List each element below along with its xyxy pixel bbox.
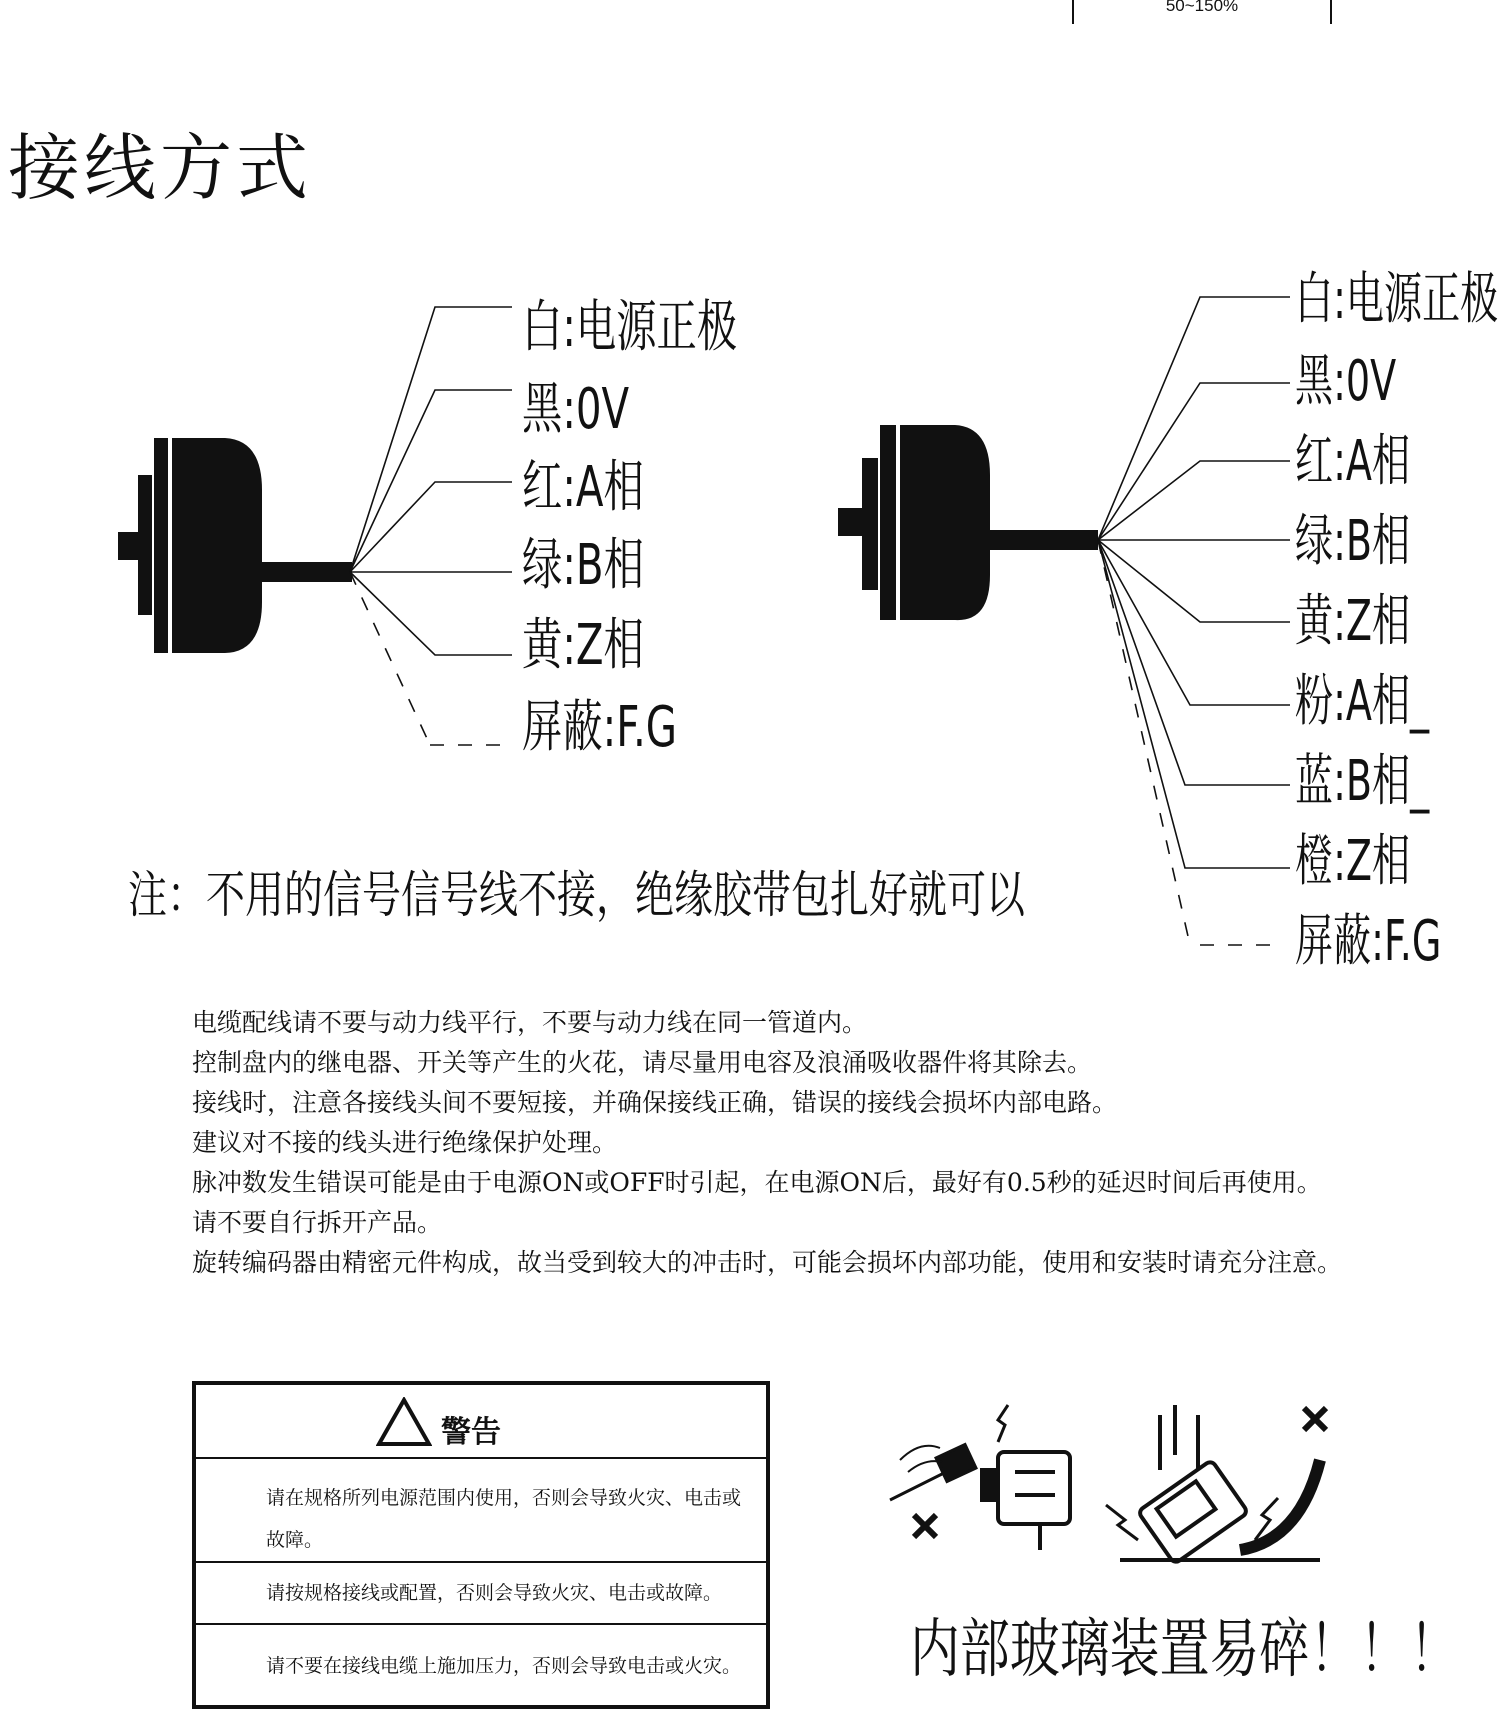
wire-label-shield: 屏蔽:F.G <box>1295 909 1442 974</box>
wire-label-yellow: 黄:Z相 <box>522 613 644 678</box>
wire-label-black: 黑:0V <box>1295 349 1397 414</box>
wire-label-green: 绿:B相 <box>522 533 644 598</box>
wire-label-shield: 屏蔽:F.G <box>522 695 678 760</box>
fragile-warning: 内部玻璃装置易碎！！！ <box>910 1613 1460 1687</box>
wire-label-white: 白:电源正极 <box>1295 267 1499 332</box>
precaution-paragraph: 接线时，注意各接线头间不要短接，并确保接线正确，错误的接线会损坏内部电路。 <box>192 1088 1118 1117</box>
precaution-paragraph: 请不要自行拆开产品。 <box>192 1208 443 1237</box>
page-heading: 接线方式 <box>8 126 313 210</box>
wire-label-pink: 粉:A相_ <box>1295 669 1430 734</box>
precaution-paragraph: 电缆配线请不要与动力线平行，不要与动力线在同一管道内。 <box>192 1008 868 1037</box>
warning-row: 请在规格所列电源范围内使用，否则会导致火灾、电击或故障。 <box>196 1459 766 1563</box>
wire-label-white: 白:电源正极 <box>522 295 738 360</box>
wire-label-orange: 橙:Z相 <box>1295 829 1411 894</box>
warning-title: 警告 <box>441 1415 501 1450</box>
precautions-text <box>192 1003 1352 1283</box>
hammer-icon <box>890 1444 976 1500</box>
encoder-right-icon <box>838 425 1098 620</box>
precaution-paragraph: 旋转编码器由精密元件构成，故当受到较大的冲击时，可能会损坏内部功能，使用和安装时请充分注意。 <box>192 1248 1343 1277</box>
wire-label-red: 红:A相 <box>522 455 644 520</box>
wiring-note: 注：不用的信号信号线不接，绝缘胶带包扎好就可以 <box>128 866 1025 924</box>
precaution-paragraph: 建议对不接的线头进行绝缘保护处理。 <box>192 1128 618 1157</box>
spec-value: 50~150% <box>1165 0 1239 15</box>
right-wires <box>1098 297 1290 945</box>
cross-icon <box>1304 1408 1326 1430</box>
encoder-struck-icon <box>982 1405 1070 1550</box>
encoder-left-icon <box>118 438 352 653</box>
precaution-paragraph: 脉冲数发生错误可能是由于电源ON或OFF时引起，在电源ON后，最好有0.5秒的延迟时间后再使用。 <box>192 1168 1322 1197</box>
left-wires <box>350 307 512 745</box>
warning-row: 请按规格接线或配置，否则会导致火灾、电击或故障。 <box>196 1563 766 1625</box>
wire-label-blue: 蓝:B相_ <box>1295 749 1430 814</box>
fragile-illustration <box>880 1400 1360 1580</box>
warning-triangle-icon <box>376 1397 432 1447</box>
wire-label-yellow: 黄:Z相 <box>1295 589 1411 654</box>
warning-header <box>196 1385 766 1459</box>
warning-box <box>192 1381 770 1709</box>
precaution-paragraph: 控制盘内的继电器、开关等产生的火花，请尽量用电容及浪涌吸收器件将其除去。 <box>192 1048 1093 1077</box>
encoder-falling-icon <box>1120 1405 1320 1564</box>
wire-label-green: 绿:B相 <box>1295 509 1411 574</box>
cross-icon <box>914 1515 936 1537</box>
wire-label-red: 红:A相 <box>1295 429 1411 494</box>
wire-label-black: 黑:0V <box>522 377 630 442</box>
crack-icon <box>1106 1505 1138 1540</box>
warning-row: 请不要在接线电缆上施加压力，否则会导致电击或火灾。 <box>266 1655 742 1677</box>
